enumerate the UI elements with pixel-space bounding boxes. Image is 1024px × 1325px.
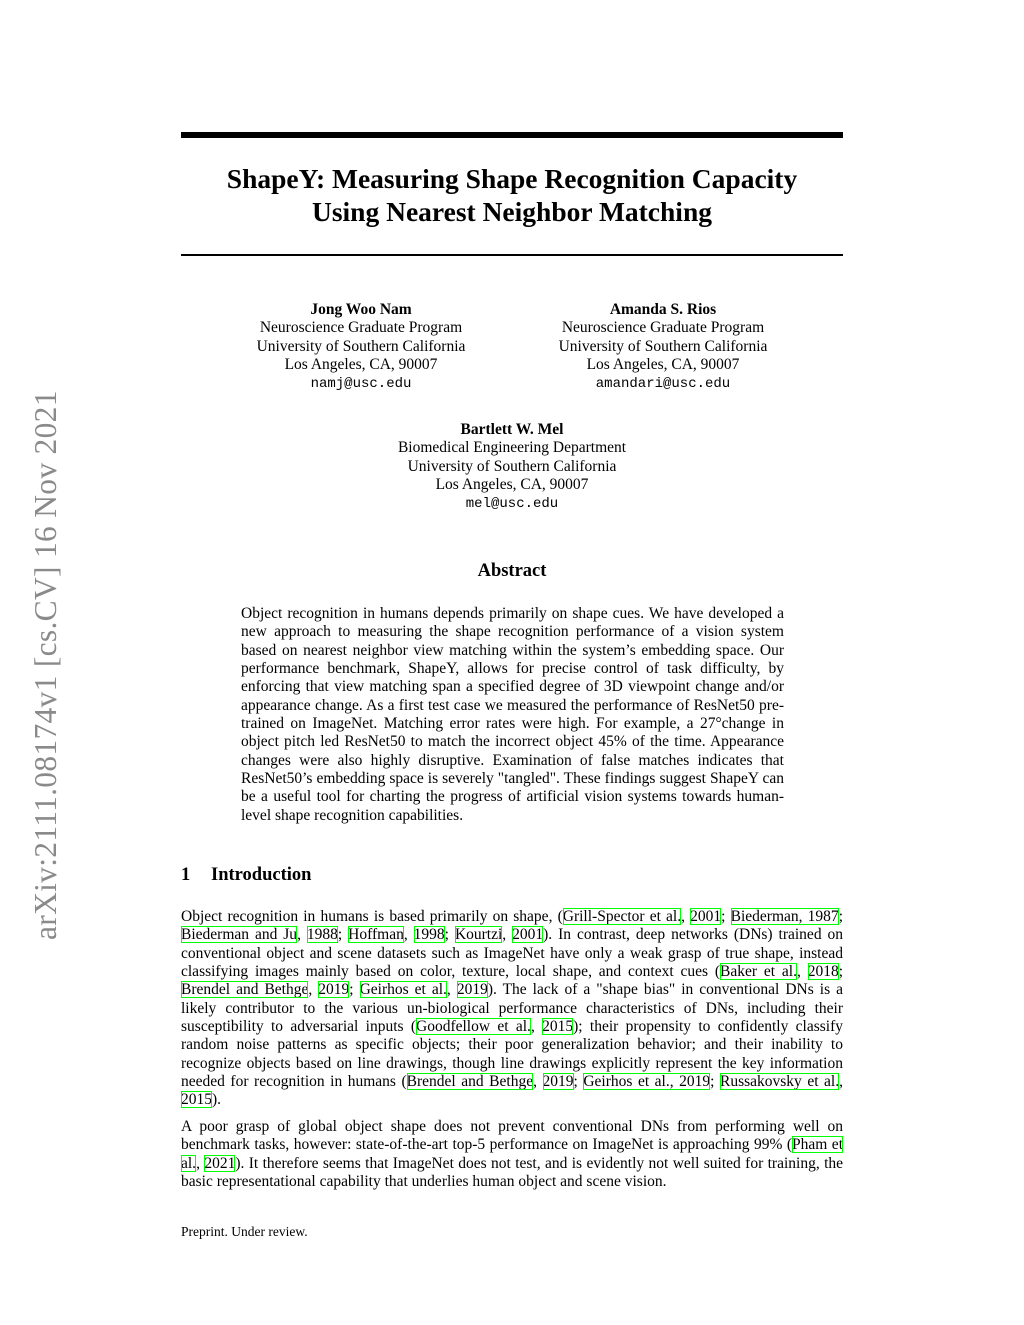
citation-link[interactable]: 2021 bbox=[204, 1154, 236, 1172]
paragraph-text: ; bbox=[444, 926, 455, 944]
title-top-rule bbox=[181, 132, 843, 138]
intro-paragraph-2 bbox=[181, 1118, 843, 1191]
paragraph-text: ; bbox=[573, 1073, 584, 1091]
author-block-2 bbox=[513, 301, 813, 393]
citation-link[interactable]: Geirhos et al. bbox=[359, 981, 447, 999]
author-name: Bartlett W. Mel bbox=[460, 421, 564, 438]
paragraph-text: , bbox=[839, 1073, 843, 1091]
section-heading-introduction bbox=[181, 864, 311, 886]
paper-title bbox=[181, 162, 843, 228]
intro-paragraph-1 bbox=[181, 908, 843, 1110]
paragraph-text: ; bbox=[710, 1073, 720, 1091]
paragraph-text: Object recognition in humans is based primarily on shape, ( bbox=[181, 908, 563, 925]
author-block-3 bbox=[362, 421, 662, 513]
paragraph-text: , bbox=[196, 1154, 205, 1172]
author-name: Jong Woo Nam bbox=[310, 301, 412, 318]
paragraph-text: , bbox=[308, 981, 319, 999]
title-line-1: ShapeY: Measuring Shape Recognition Capacity bbox=[226, 163, 798, 194]
citation-link[interactable]: Hoffman bbox=[348, 926, 404, 944]
paragraph-text: ). The lack of a "shape bias" in conventional DNs is a likely contributor to the various un-biological performance characteristics of DNs, including their susceptibility to adversarial inputs ( bbox=[181, 981, 844, 1036]
author-university: University of Southern California bbox=[256, 337, 466, 355]
citation-link[interactable]: 1998 bbox=[413, 926, 445, 944]
paragraph-text: ). It therefore seems that ImageNet does not test, and is evidently not well suited for training, the basic representational capability that underlies human object and scene vision. bbox=[181, 1154, 844, 1191]
title-bottom-rule bbox=[181, 254, 843, 256]
author-email: mel@usc.edu bbox=[465, 495, 559, 512]
author-department: Neuroscience Graduate Program bbox=[561, 319, 765, 337]
title-line-2: Using Nearest Neighbor Matching bbox=[311, 196, 712, 227]
abstract-text: Object recognition in humans depends primarily on shape cues. We have developed a new approach to measuring the shape recognition performance of a vision system based on nearest neighbor view matching within the system’s embedding space. Our performance benchmark, ShapeY, allows for precise control of task difficulty, by enforcing that view matching span a specified degree of 3D viewpoint change and/or appearance change. As a first test case we measured the performance of ResNet50 pre-trained on ImageNet. Matching error rates were high. For example, a 27°change in object pitch led ResNet50 to match the incorrect object 45% of the time. Appearance changes were also highly disruptive. Examination of false matches indicates that ResNet50’s embedding space is severely "tangled". These findings suggest ShapeY can be a useful tool for charting the progress of artificial vision systems towards human-level shape recognition capabilities. bbox=[241, 605, 784, 824]
citation-link[interactable]: 2015 bbox=[542, 1018, 574, 1036]
paragraph-text: , bbox=[533, 1073, 543, 1091]
citation-link[interactable]: 2019 bbox=[318, 981, 350, 999]
author-name: Amanda S. Rios bbox=[609, 301, 717, 318]
abstract-heading: Abstract bbox=[477, 561, 547, 581]
paragraph-text: , bbox=[681, 908, 691, 925]
paragraph-text: ; bbox=[721, 908, 731, 925]
author-city: Los Angeles, CA, 90007 bbox=[284, 356, 438, 374]
paragraph-text: ; bbox=[838, 963, 843, 981]
citation-link[interactable]: Goodfellow et al. bbox=[416, 1018, 531, 1036]
paragraph-text: , bbox=[297, 926, 307, 944]
arxiv-identifier: arXiv:2111.08174v1 [cs.CV] 16 Nov 2021 bbox=[28, 390, 63, 940]
citation-link[interactable]: Biederman, 1987 bbox=[730, 908, 839, 925]
citation-link[interactable]: 2001 bbox=[690, 908, 722, 925]
author-university: University of Southern California bbox=[407, 457, 617, 475]
citation-link[interactable]: 2019 bbox=[542, 1073, 574, 1091]
paragraph-text: ; bbox=[349, 981, 360, 999]
section-title: Introduction bbox=[211, 865, 312, 885]
citation-link[interactable]: 2001 bbox=[512, 926, 544, 944]
citation-link[interactable]: Pham et al. bbox=[181, 1136, 843, 1172]
preprint-footer: Preprint. Under review. bbox=[181, 1224, 308, 1239]
paragraph-text: ); their propensity to confidently classify random noise patterns as specific objects; their poor generalization behavior; and their inability to recognize objects based on line drawings, though line drawings explicitly represent the key information needed for recognition in humans ( bbox=[181, 1018, 843, 1091]
paragraph-text: , bbox=[530, 1018, 543, 1036]
paragraph-text: , bbox=[502, 926, 513, 944]
paragraph-text: ). bbox=[212, 1091, 222, 1109]
citation-link[interactable]: Russakovsky et al. bbox=[719, 1073, 840, 1091]
citation-link[interactable]: 2015 bbox=[181, 1091, 212, 1109]
author-university: University of Southern California bbox=[558, 337, 768, 355]
paragraph-text: , bbox=[403, 926, 414, 944]
paragraph-text: ). In contrast, deep networks (DNs) trained on conventional object and scene datasets such as ImageNet have only a weak grasp of true shape, instead classifying images mainly based on color, texture, local shape, and context cues ( bbox=[181, 926, 844, 981]
author-email: namj@usc.edu bbox=[310, 375, 412, 392]
author-department: Biomedical Engineering Department bbox=[397, 439, 627, 457]
section-number: 1 bbox=[181, 865, 191, 885]
paragraph-text: , bbox=[446, 981, 457, 999]
author-city: Los Angeles, CA, 90007 bbox=[586, 356, 740, 374]
citation-link[interactable]: Brendel and Bethge bbox=[181, 981, 309, 999]
author-department: Neuroscience Graduate Program bbox=[259, 319, 463, 337]
citation-link[interactable]: Biederman and Ju bbox=[181, 926, 298, 944]
citation-link[interactable]: Brendel and Bethge bbox=[406, 1073, 534, 1091]
citation-link[interactable]: Baker et al. bbox=[720, 963, 797, 981]
author-email: amandari@usc.edu bbox=[595, 375, 731, 392]
citation-link[interactable]: Grill-Spector et al. bbox=[562, 908, 682, 925]
paragraph-text: , bbox=[796, 963, 808, 981]
author-city: Los Angeles, CA, 90007 bbox=[435, 476, 589, 494]
paragraph-text: ; bbox=[337, 926, 349, 944]
citation-link[interactable]: 1988 bbox=[306, 926, 338, 944]
citation-link[interactable]: 2018 bbox=[807, 963, 839, 981]
citation-link[interactable]: 2019 bbox=[456, 981, 488, 999]
paragraph-text: A poor grasp of global object shape does not prevent conventional DNs from performing well on benchmark tasks, however: state-of-the-art top-5 performance on ImageNet is approaching 99% ( bbox=[181, 1118, 843, 1154]
citation-link[interactable]: Kourtzi bbox=[454, 926, 503, 944]
author-block-1 bbox=[211, 301, 511, 393]
citation-link[interactable]: Geirhos et al., 2019 bbox=[583, 1073, 711, 1091]
paragraph-text: ; bbox=[838, 908, 843, 925]
